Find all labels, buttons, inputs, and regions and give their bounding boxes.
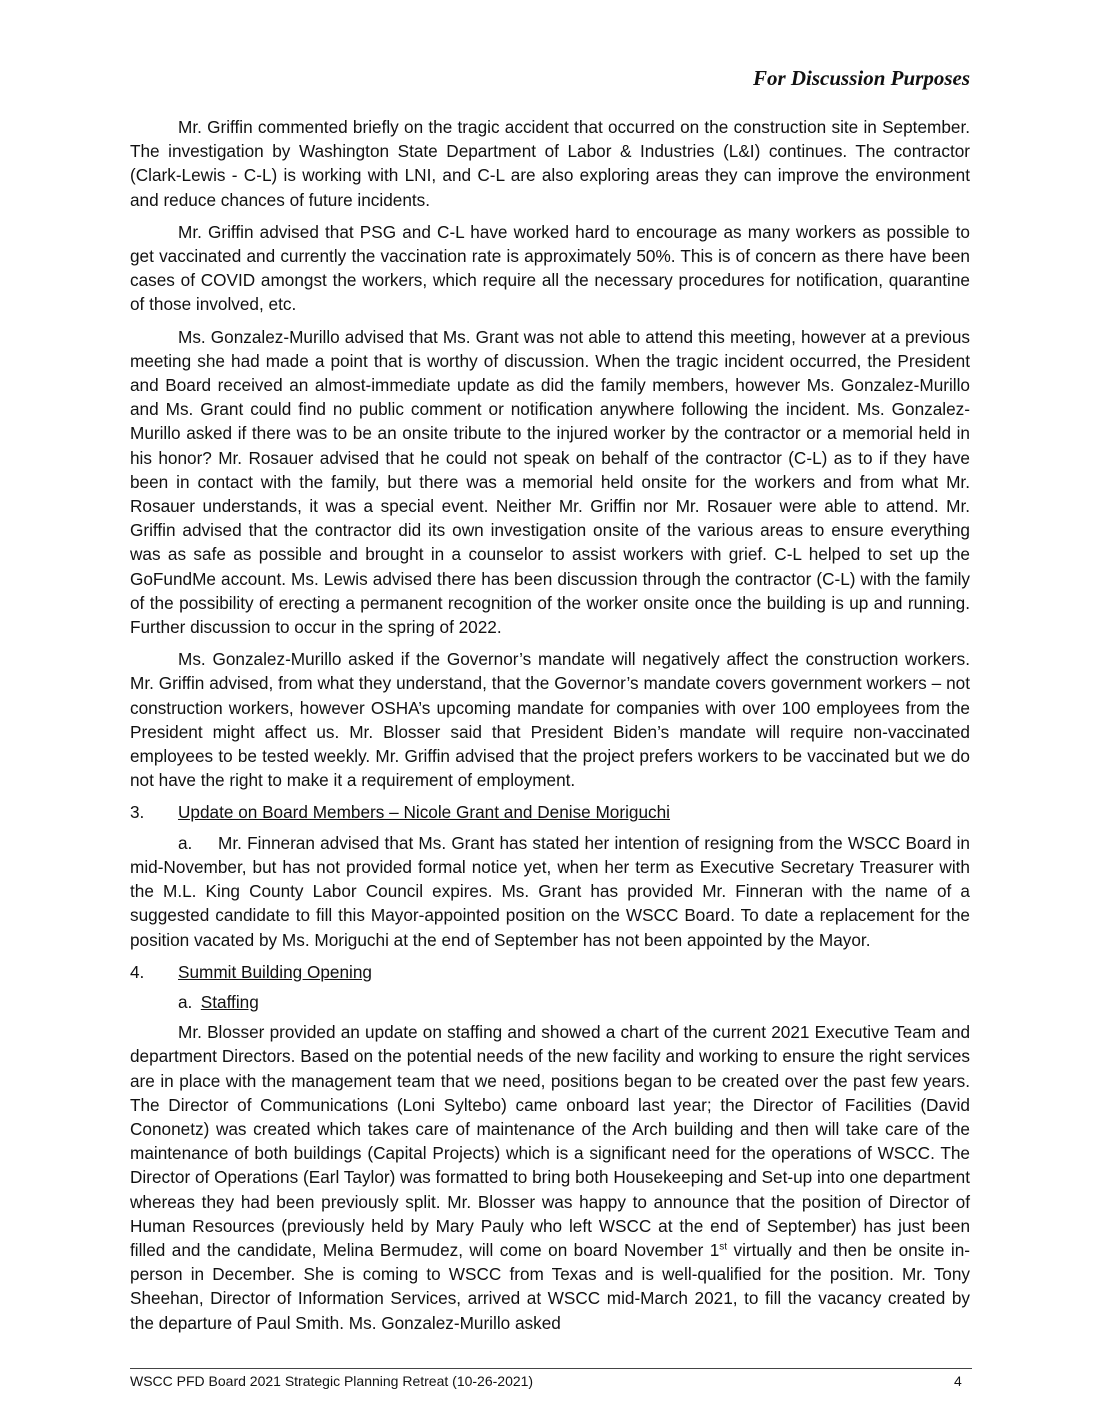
item-number: 4. <box>130 961 145 982</box>
paragraph <box>130 1020 970 1335</box>
paragraph: Mr. Griffin advised that PSG and C-L have worked hard to encourage as many workers as possible to get vaccinated and currently the vaccination rate is approximately 50%. This is of concern as there have been cases of COVID amongst the workers, which require all the necessary procedures for notification, quarantine of those involved, etc. <box>130 221 970 315</box>
document-body <box>130 115 970 1343</box>
footer-divider <box>130 1368 972 1369</box>
sub-item-letter: a. <box>178 991 193 1012</box>
paragraph-text: Mr. Blosser provided an update on staffing and showed a chart of the current 2021 Executive Team and department Directors. Based on the potential needs of the new facility and working to ensure the right services are in place with the management team that we need, positions began to be created over the past few years. The Director of Communications (Loni Syltebo) came onboard last year; the Director of Facilities (David Cononetz) was created which takes care of maintenance of the Arch building and then will take care of the maintenance of both buildings (Capital Projects) which is a significant need for the operations of WSCC. The Director of Operations (Earl Taylor) was formatted to bring both Housekeeping and Set-up into one department whereas they had been previously split. Mr. Blosser was happy to announce that the position of Director of Human Resources (previously held by Mary Pauly who left WSCC at the end of September) has just been filled and the candidate, Melina Bermudez, will come on board November 1 <box>130 1022 970 1260</box>
footer-title: WSCC PFD Board 2021 Strategic Planning Retreat (10-26-2021) <box>130 1373 534 1389</box>
paragraph: Ms. Gonzalez-Murillo advised that Ms. Grant was not able to attend this meeting, however at a previous meeting she had made a point that is worthy of discussion. When the tragic incident occurred, the President and Board received an almost-immediate update as did the family members, however Ms. Gonzalez-Murillo and Ms. Grant could find no public comment or notification anywhere following the incident. Ms. Gonzalez-Murillo asked if there was to be an onsite tribute to the injured worker by the contractor or a memorial held in his honor? Mr. Rosauer advised that he could not speak on behalf of the contractor (C-L) as to if they have been in contact with the family, but there was a memorial held onsite for the workers and from what Mr. Rosauer understands, it was a special event. Neither Mr. Griffin nor Mr. Rosauer were able to attend. Mr. Griffin advised that the contractor did its own investigation onsite of the various areas to ensure everything was as safe as possible and brought in a counselor to assist workers with grief. C-L helped to set up the GoFundMe account. Ms. Lewis advised there has been discussion through the contractor (C-L) with the family of the possibility of erecting a permanent recognition of the worker onsite once the building is up and running. Further discussion to occur in the spring of 2022. <box>130 326 970 638</box>
agenda-item-4 <box>130 960 970 984</box>
item-title: Update on Board Members – Nicole Grant and Denise Moriguchi <box>178 802 671 823</box>
sub-item-title: Staffing <box>200 991 259 1012</box>
item-title: Summit Building Opening <box>178 961 372 982</box>
item-number: 3. <box>130 802 145 823</box>
sub-item-heading <box>178 990 970 1014</box>
sub-item-paragraph <box>130 831 970 952</box>
agenda-item-3 <box>130 800 970 824</box>
paragraph: Mr. Griffin commented briefly on the tragic accident that occurred on the construction site in September. The investigation by Washington State Department of Labor & Industries (L&I) continues. The contractor (Clark-Lewis - C-L) is working with LNI, and C-L are also exploring areas they can improve the environment and reduce chances of future incidents. <box>130 117 970 210</box>
sub-item-letter: a. <box>178 832 193 853</box>
header-title: For Discussion Purposes <box>752 66 970 90</box>
paragraph: Ms. Gonzalez-Murillo asked if the Governor’s mandate will negatively affect the construction workers. Mr. Griffin advised, from what they understand, that the Governor’s mandate covers government workers – not construction workers, however OSHA’s upcoming mandate for companies with over 100 employees from the President might affect us. Mr. Blosser said that President Biden’s mandate will require non-vaccinated employees to be tested weekly. Mr. Griffin advised that the project prefers workers to be vaccinated but we do not have the right to make it a requirement of employment. <box>130 649 970 791</box>
ordinal-suffix: st <box>719 1241 728 1253</box>
sub-item-text: Mr. Finneran advised that Ms. Grant has stated her intention of resigning from the WSCC Board in mid-November, but has not provided formal notice yet, when her term as Executive Secretary Treasurer with the M.L. King County Labor Council expires. Ms. Grant has provided Mr. Finneran with the name of a suggested candidate to fill this Mayor-appointed position on the WSCC Board. To date a replacement for the position vacated by Ms. Moriguchi at the end of September has not been appointed by the Mayor. <box>130 832 970 950</box>
page-number: 4 <box>954 1373 962 1389</box>
paragraph-text: virtually and then be onsite in-person in December. She is coming to WSCC from Texas and is well-qualified for the position. Mr. Tony Sheehan, Director of Information Services, arrived at WSCC mid-March 2021, to fill the vacancy created by the departure of Paul Smith. Ms. Gonzalez-Murillo asked <box>130 1239 971 1333</box>
